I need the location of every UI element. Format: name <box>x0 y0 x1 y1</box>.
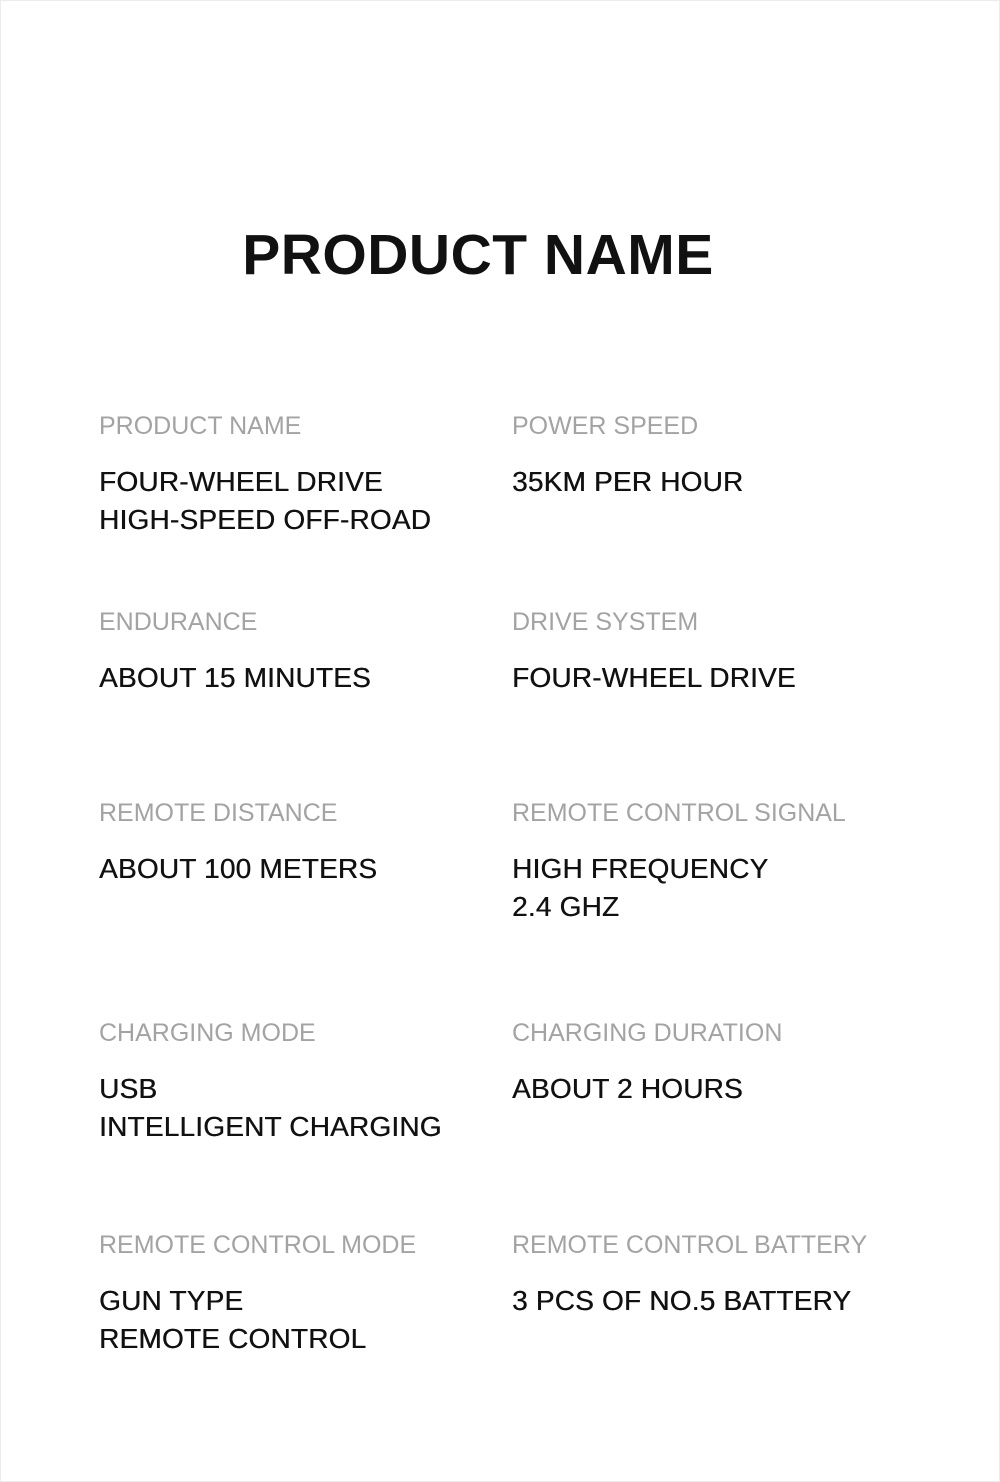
spec-value: 35KM PER HOUR <box>512 466 744 497</box>
spec-remote-control-signal <box>512 798 912 926</box>
spec-endurance <box>99 607 499 697</box>
spec-remote-control-mode <box>99 1230 499 1358</box>
spec-charging-duration <box>512 1018 912 1108</box>
spec-charging-mode <box>99 1018 499 1146</box>
spec-product-name <box>99 411 499 539</box>
spec-remote-distance <box>99 798 499 888</box>
spec-value: USB INTELLIGENT CHARGING <box>99 1073 442 1142</box>
spec-label: REMOTE CONTROL BATTERY <box>512 1231 868 1259</box>
spec-value: ABOUT 15 MINUTES <box>99 662 371 693</box>
spec-value: FOUR-WHEEL DRIVE HIGH-SPEED OFF-ROAD <box>99 466 432 535</box>
spec-label: POWER SPEED <box>512 412 699 440</box>
spec-power-speed <box>512 411 912 501</box>
spec-label: CHARGING MODE <box>99 1019 316 1047</box>
spec-label: DRIVE SYSTEM <box>512 608 699 636</box>
spec-value: 3 PCS OF NO.5 BATTERY <box>512 1285 852 1316</box>
spec-label: PRODUCT NAME <box>99 412 302 440</box>
spec-label: CHARGING DURATION <box>512 1019 783 1047</box>
spec-value: GUN TYPE REMOTE CONTROL <box>99 1285 367 1354</box>
spec-label: REMOTE CONTROL SIGNAL <box>512 799 846 827</box>
spec-label: ENDURANCE <box>99 608 258 636</box>
spec-value: ABOUT 100 METERS <box>99 853 378 884</box>
spec-label: REMOTE CONTROL MODE <box>99 1231 417 1259</box>
spec-value: HIGH FREQUENCY 2.4 GHZ <box>512 853 769 922</box>
spec-value: FOUR-WHEEL DRIVE <box>512 662 796 693</box>
spec-drive-system <box>512 607 912 697</box>
spec-value: ABOUT 2 HOURS <box>512 1073 743 1104</box>
spec-label: REMOTE DISTANCE <box>99 799 338 827</box>
spec-remote-control-battery <box>512 1230 912 1320</box>
page-title: PRODUCT NAME <box>242 223 714 287</box>
